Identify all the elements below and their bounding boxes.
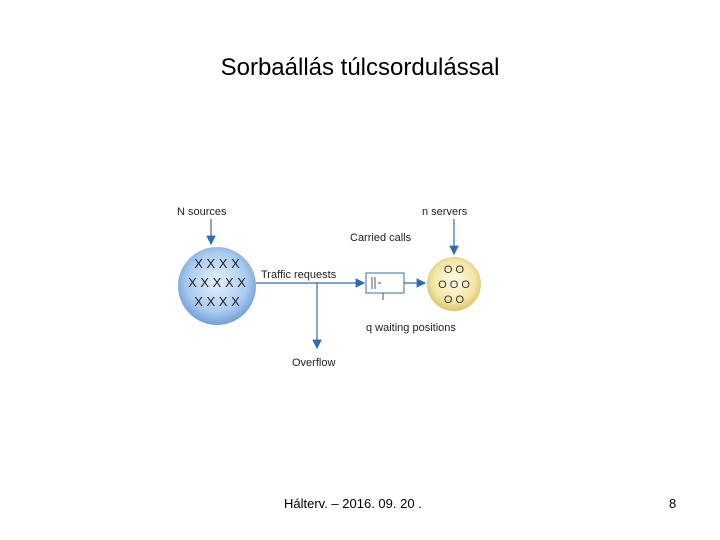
source-row-1: X X X X [194, 256, 240, 271]
slide-footer: Hálterv. – 2016. 09. 20 . [284, 496, 422, 511]
source-row-2: X X X X X [188, 275, 246, 290]
label-waiting: q waiting positions [366, 322, 456, 334]
server-row-3: O O [443, 294, 465, 306]
label-traffic: Traffic requests [261, 269, 337, 281]
label-sources: N sources [177, 206, 227, 218]
server-row-2: O O O [438, 279, 470, 291]
page-number: 8 [669, 496, 677, 511]
slide-title: Sorbaállás túlcsordulással [220, 54, 500, 81]
source-row-3: X X X X [194, 294, 240, 309]
label-overflow: Overflow [292, 357, 336, 369]
label-carried: Carried calls [350, 232, 412, 244]
label-servers: n servers [422, 206, 468, 218]
server-row-1: O O [443, 264, 465, 276]
